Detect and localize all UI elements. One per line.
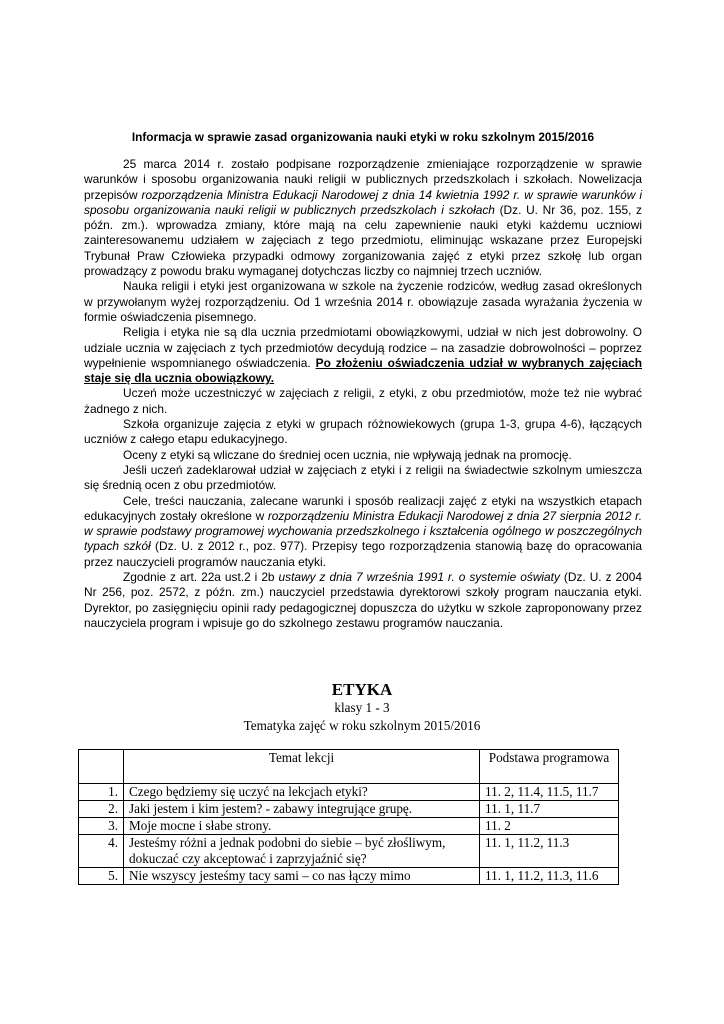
- row-topic: Jaki jestem i kim jestem? - zabawy integrujące grupę.: [124, 801, 480, 818]
- paragraph-9-part-a: Zgodnie z art. 22a ust.2 i 2b: [123, 570, 279, 585]
- row-topic: Czego będziemy się uczyć na lekcjach etyki?: [124, 784, 480, 801]
- row-basis: 11. 2, 11.4, 11.5, 11.7: [480, 784, 619, 801]
- paragraph-6: Oceny z etyki są wliczane do średniej ocen ucznia, nie wpływają jednak na promocję.: [123, 447, 572, 462]
- section-subtitle: Tematyka zajęć w roku szkolnym 2015/2016: [243, 718, 481, 733]
- paragraph-1-part-a: 25 marca 2014 r. zostało podpisane rozporządzenie zmieniające rozporządzenie w sprawie warunków i sposobu organizowania nauki religii w publicznych przedszkolach i szkołach. Nowelizacja przepisów: [84, 157, 642, 202]
- document-body: [84, 157, 642, 631]
- paragraph-1: [84, 157, 642, 279]
- table-header-row: [79, 750, 619, 784]
- paragraph-4: Uczeń może uczestniczyć w zajęciach z religii, z etyki, z obu przedmiotów, może też nie wybrać żadnego z nich.: [84, 386, 642, 416]
- table-row: [79, 835, 619, 868]
- table-row: [79, 784, 619, 801]
- row-number: 1.: [79, 784, 124, 801]
- paragraph-1-regulation-title: rozporządzenia Ministra Edukacji Narodowej z dnia 14 kwietnia 1992 r. w sprawie warunków i sposobu organizowania nauki religii w publicznych przedszkolach i szkołach: [84, 187, 642, 217]
- header-topic-cell: Temat lekcji: [124, 750, 480, 784]
- paragraph-8: [84, 494, 642, 570]
- table-row: [79, 868, 619, 885]
- row-basis: 11. 1, 11.2, 11.3: [480, 835, 619, 868]
- paragraph-7: Jeśli uczeń zadeklarował udział w zajęciach z etyki i z religii na świadectwie szkolnym umieszcza się średnią ocen z obu przedmiotów.: [84, 462, 642, 493]
- row-basis: 11. 1, 11.2, 11.3, 11.6: [480, 868, 619, 885]
- paragraph-3: [84, 325, 642, 386]
- topics-table: [78, 749, 619, 885]
- paragraph-9-act-title: ustawy z dnia 7 września 1991 r. o systemie oświaty: [278, 570, 560, 585]
- row-basis: 11. 2: [480, 818, 619, 835]
- paragraph-9-part-c: (Dz. U. z 2004 Nr 256, poz. 2572, z późn. zm.) nauczyciel przedstawia dyrektorowi szkoły program nauczania etyki. Dyrektor, po zasięgnięciu opinii rady pedagogicznej dopuszcza do użytku w szkole zaproponowany przez nauczyciela program i wpisuje go do szkolnego zestawu programów nauczania.: [84, 570, 642, 630]
- row-number: 3.: [79, 818, 124, 835]
- row-number: 4.: [79, 835, 124, 868]
- row-basis: 11. 1, 11.7: [480, 801, 619, 818]
- paragraph-5: Szkoła organizuje zajęcia z etyki w grupach różnowiekowych (grupa 1-3, grupa 4-6), łączących uczniów z całego etapu edukacyjnego.: [84, 417, 642, 447]
- row-number: 2.: [79, 801, 124, 818]
- row-number: 5.: [79, 868, 124, 885]
- header-basis-cell: Podstawa programowa: [480, 750, 619, 784]
- document-title: Informacja w sprawie zasad organizowania nauki etyki w roku szkolnym 2015/2016: [131, 130, 595, 144]
- paragraph-1-part-c: (Dz. U. Nr 36, poz. 155, z późn. zm.). wprowadza zmiany, które mają na celu zapewnienie nauki etyki każdemu uczniowi zainteresowanemu udziałem w zajęciach z tego przedmiotu, eliminując wskazane przez Europejski Trybunał Praw Człowieka przypadki odmowy zorganizowania zajęć z etyki przez szkołę lub organ prowadzący z powodu braku wymaganej dotychczas liczby co najmniej trzech uczniów.: [84, 202, 643, 279]
- section-grades: klasy 1 - 3: [334, 700, 390, 715]
- row-topic: Jesteśmy różni a jednak podobni do siebie – być złośliwym, dokuczać czy akceptować i zaprzyjaźnić się?: [124, 835, 480, 868]
- paragraph-8-part-a: Cele, treści nauczania, zalecane warunki i sposób realizacji zajęć z etyki na wszystkich etapach edukacyjnych zostały określone w: [84, 493, 642, 523]
- table-row: [79, 801, 619, 818]
- paragraph-8-regulation-title: rozporządzeniu Ministra Edukacji Narodowej z dnia 27 sierpnia 2012 r. w sprawie podstawy programowej wychowania przedszkolnego i kształcenia ogólnego w poszczególnych typach szkół: [84, 508, 642, 554]
- paragraph-9: [84, 570, 642, 631]
- row-topic: Moje mocne i słabe strony.: [124, 818, 480, 835]
- section-heading: ETYKA: [331, 680, 393, 699]
- table-row: [79, 818, 619, 835]
- paragraph-3-part-a: Religia i etyka nie są dla ucznia przedmiotami obowiązkowymi, udział w nich jest dobrowolny. O udziale ucznia w zajęciach z tych przedmiotów decydują rodzice – na zasadzie dobrowolności – poprzez wypełnienie wspomnianego oświadczenia.: [84, 325, 642, 370]
- paragraph-8-part-c: (Dz. U. z 2012 r., poz. 977). Przepisy tego rozporządzenia stanowią bazę do opracowania przez nauczycieli programów nauczania etyki.: [84, 539, 642, 569]
- row-topic: Nie wszyscy jesteśmy tacy sami – co nas łączy mimo: [124, 868, 480, 885]
- paragraph-3-emphasis: Po złożeniu oświadczenia udział w wybranych zajęciach staje się dla ucznia obowiązkowy.: [84, 355, 642, 386]
- paragraph-2: Nauka religii i etyki jest organizowana w szkole na życzenie rodziców, według zasad określonych w przywołanym wyżej rozporządzeniu. Od 1 września 2014 r. obowiązuje zasada wyrażania życzenia w formie oświadczenia pisemnego.: [84, 279, 642, 324]
- header-num-cell: [79, 750, 124, 784]
